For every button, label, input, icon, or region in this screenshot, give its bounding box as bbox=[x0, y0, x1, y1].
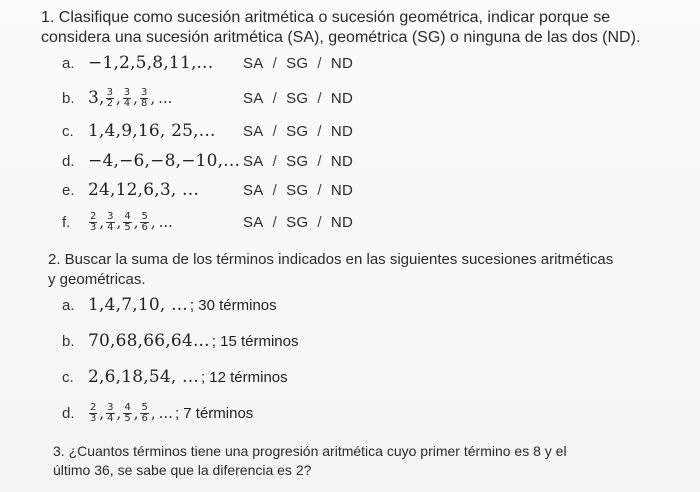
question-2-text bbox=[48, 250, 613, 290]
question-3-text bbox=[53, 442, 567, 480]
q1-item-d bbox=[62, 149, 240, 173]
question-1-text bbox=[41, 8, 640, 48]
question-3-line-1: 3. ¿Cuantos términos tiene una progresión aritmética cuyo primer término es 8 y el bbox=[53, 443, 567, 459]
item-letter: d. bbox=[62, 404, 75, 422]
sequence-expression: 70,68,66,64... bbox=[88, 331, 210, 351]
option-separator: / bbox=[317, 182, 322, 199]
option-sg[interactable]: SG bbox=[286, 214, 309, 231]
item-letter: f. bbox=[62, 213, 71, 231]
option-sa[interactable]: SA bbox=[243, 90, 264, 107]
question-1-line-2: considera una sucesión aritmética (SA), geométrica (SG) o ninguna de las dos (ND). bbox=[41, 29, 641, 46]
terms-count-note: ; 30 términos bbox=[189, 296, 277, 314]
sequence-expression: 24,12,6,3, ... bbox=[88, 180, 199, 200]
terms-count-note: ; 15 términos bbox=[211, 332, 299, 350]
fraction-term: $\frac{5}{6}$ bbox=[141, 401, 148, 424]
q1-item-c bbox=[62, 119, 216, 143]
q2-item-d: d. $\frac{2}{3}$ , $\frac{3}{4}$ , $\frac{4}{5}$ , $\frac{5}{6}$ , ... ; 7 términos bbox=[62, 401, 254, 424]
option-separator: / bbox=[272, 214, 278, 231]
fraction-term: $\frac{4}{5}$ bbox=[124, 401, 131, 424]
option-separator: / bbox=[272, 55, 278, 72]
option-sa[interactable]: SA bbox=[243, 214, 264, 231]
option-sg[interactable]: SG bbox=[286, 182, 309, 199]
option-sa[interactable]: SA bbox=[243, 123, 264, 140]
fraction-term: $\frac{5}{6}$ bbox=[141, 210, 148, 233]
option-separator: / bbox=[317, 90, 322, 107]
q1-options-c bbox=[243, 123, 353, 140]
option-sa[interactable]: SA bbox=[243, 182, 264, 199]
q1-options-b bbox=[243, 90, 353, 107]
option-nd[interactable]: ND bbox=[330, 123, 354, 140]
option-sa[interactable]: SA bbox=[243, 153, 264, 170]
sequence-expression: 1,4,9,16, 25,... bbox=[88, 121, 216, 141]
q2-item-a bbox=[62, 293, 277, 317]
option-separator: / bbox=[272, 182, 278, 199]
option-separator: / bbox=[272, 123, 278, 140]
terms-count-note: ; 7 términos bbox=[174, 404, 254, 422]
item-letter: e. bbox=[62, 181, 75, 199]
fraction-term: $\frac{3}{4}$ bbox=[123, 86, 131, 109]
option-nd[interactable]: ND bbox=[330, 182, 354, 199]
fraction-term: $\frac{4}{5}$ bbox=[124, 210, 131, 233]
option-sg[interactable]: SG bbox=[286, 90, 309, 107]
fraction-term: $\frac{3}{2}$ bbox=[106, 86, 113, 109]
sequence-ellipsis: ... bbox=[158, 213, 173, 231]
q1-options-a bbox=[243, 55, 353, 72]
question-1-line-1: 1. Clasifique como sucesión aritmética o sucesión geométrica, indicar porque se bbox=[41, 9, 611, 26]
question-2-line-2: y geométricas. bbox=[48, 271, 146, 288]
q1-options-d bbox=[243, 153, 353, 170]
item-letter: c. bbox=[62, 368, 74, 386]
option-separator: / bbox=[317, 214, 322, 231]
option-nd[interactable]: ND bbox=[330, 55, 354, 72]
question-3-line-2: último 36, se sabe que la diferencia es 2? bbox=[53, 462, 312, 478]
terms-count-note: ; 12 términos bbox=[200, 368, 288, 386]
item-letter: b. bbox=[62, 89, 75, 107]
option-separator: / bbox=[317, 123, 322, 140]
item-letter: c. bbox=[62, 122, 74, 140]
q1-item-f: f. $\frac{2}{3}$ , $\frac{3}{4}$ , $\frac{4}{5}$ , $\frac{5}{6}$ , ... bbox=[62, 210, 173, 233]
option-sa[interactable]: SA bbox=[243, 55, 264, 72]
q1-item-b: b. 3, $\frac{3}{2}$ , $\frac{3}{4}$ , $\frac{3}{8}$ , ... bbox=[62, 86, 173, 109]
item-letter: a. bbox=[62, 54, 75, 72]
option-nd[interactable]: ND bbox=[330, 153, 354, 170]
option-sg[interactable]: SG bbox=[286, 55, 309, 72]
option-separator: / bbox=[317, 153, 322, 170]
option-separator: / bbox=[317, 55, 322, 72]
q1-options-f bbox=[243, 214, 353, 231]
item-letter: a. bbox=[62, 296, 75, 314]
sequence-lead-term: 3, bbox=[88, 88, 105, 108]
q2-item-c bbox=[62, 365, 288, 389]
fraction-term: $\frac{3}{4}$ bbox=[107, 401, 114, 424]
fraction-term: $\frac{2}{3}$ bbox=[90, 210, 97, 233]
option-sg[interactable]: SG bbox=[286, 153, 309, 170]
q1-item-e bbox=[62, 178, 199, 202]
item-letter: b. bbox=[62, 332, 75, 350]
q2-item-b bbox=[62, 329, 298, 353]
item-letter: d. bbox=[62, 152, 75, 170]
sequence-expression: 2,6,18,54, ... bbox=[88, 367, 199, 387]
sequence-expression: 1,4,7,10, ... bbox=[88, 295, 188, 315]
sequence-expression: −4,−6,−8,−10,... bbox=[88, 151, 241, 171]
option-separator: / bbox=[272, 153, 278, 170]
sequence-ellipsis: ... bbox=[158, 404, 173, 422]
sequence-ellipsis: ... bbox=[158, 89, 173, 107]
q1-item-a bbox=[62, 51, 213, 75]
option-separator: / bbox=[272, 90, 278, 107]
option-nd[interactable]: ND bbox=[330, 90, 354, 107]
option-nd[interactable]: ND bbox=[330, 214, 354, 231]
sequence-expression: −1,2,5,8,11,... bbox=[88, 53, 214, 73]
fraction-term: $\frac{3}{4}$ bbox=[107, 210, 114, 233]
question-2-line-1: 2. Buscar la suma de los términos indicados en las siguientes sucesiones aritméticas bbox=[48, 251, 614, 268]
q1-options-e bbox=[243, 182, 353, 199]
fraction-term: $\frac{3}{8}$ bbox=[140, 86, 148, 109]
fraction-term: $\frac{2}{3}$ bbox=[90, 401, 97, 424]
option-sg[interactable]: SG bbox=[286, 123, 309, 140]
